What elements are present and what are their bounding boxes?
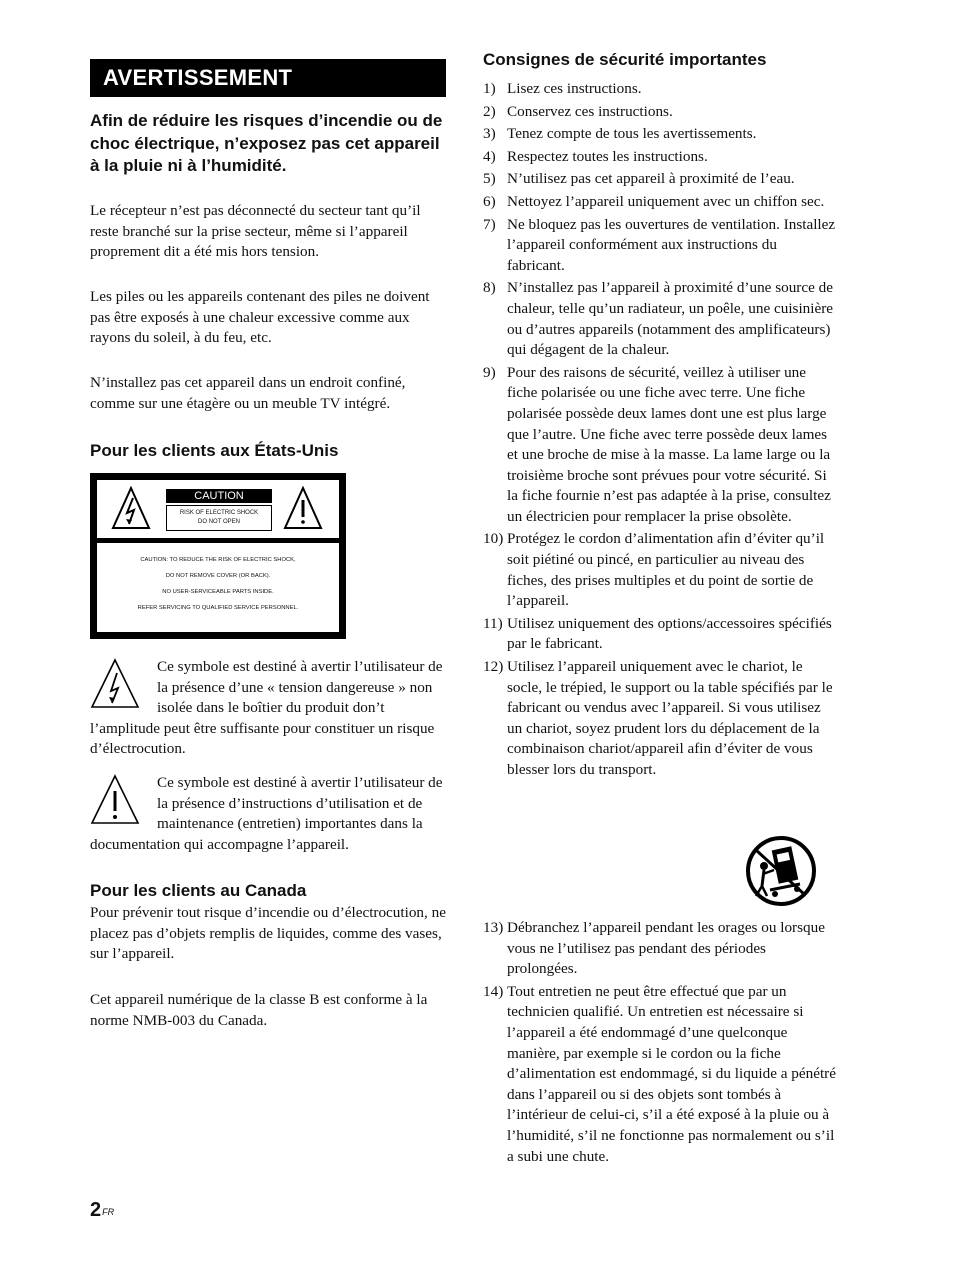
caution-line-2: DO NOT REMOVE COVER (OR BACK). — [165, 573, 271, 579]
list-item-number: 5) — [483, 170, 496, 188]
list-item — [483, 363, 838, 528]
list-item — [483, 918, 838, 980]
list-item-number: 3) — [483, 125, 496, 143]
list-item-text: Utilisez l’appareil uniquement avec le chariot, le socle, le trépied, le support ou la table spécifiés par le fabricant ou vendus avec l’appareil. Si vous utilisez un chariot, soyez prudent lors du déplacement de la combinaison chariot/appareil afin d’éviter de vous blesser lors du transport. — [507, 658, 833, 778]
list-item-text: Ne bloquez pas les ouvertures de ventilation. Installez l’appareil conformément aux instructions du fabricant. — [507, 215, 836, 274]
list-item-number: 2) — [483, 102, 496, 120]
cart-warning-icon — [742, 836, 820, 910]
caution-label-top — [97, 480, 339, 538]
list-item-text: Protégez le cordon d’alimentation afin d’éviter qu’il soit piétiné ou pincé, en particulier au niveau des fiches, des prises multiples et du point de sortie de l’appareil. — [507, 530, 825, 610]
list-item-number: 9) — [483, 363, 496, 381]
paragraph-canada-class-b: Cet appareil numérique de la classe B est conforme à la norme NMB-003 du Canada. — [90, 991, 428, 1029]
list-item — [483, 169, 838, 190]
paragraph-installation: N’installez pas cet appareil dans un endroit confiné, comme sur une étagère ou un meuble TV intégré. — [90, 374, 406, 412]
list-item-number: 6) — [483, 192, 496, 210]
lightning-triangle-icon — [90, 657, 154, 717]
paragraph-batteries: Les piles ou les appareils contenant des piles ne doivent pas être exposés à une chaleur excessive comme aux rayons du soleil, à du feu, etc. — [90, 288, 430, 347]
list-item — [483, 192, 838, 213]
safety-list — [483, 79, 838, 783]
lightning-triangle-icon — [111, 486, 151, 530]
caution-label-bottom — [97, 543, 339, 632]
list-item-number: 14) — [483, 982, 504, 1000]
list-item-text: N’utilisez pas cet appareil à proximité de l’eau. — [507, 170, 795, 188]
list-item-number: 12) — [483, 658, 504, 676]
caution-line-4: REFER SERVICING TO QUALIFIED SERVICE PERSONNEL. — [137, 605, 299, 611]
list-item-text: Tout entretien ne peut être effectué que par un technicien qualifié. Un entretien est nécessaire si l’appareil a été endommagé d’une quelconque manière, par exemple si le cordon ou la fiche d’alimentation est endommagé, si du liquide a pénétré dans l’appareil ou si des objets sont tombés à l’intérieur de celui-ci, s’il a été exposé à la pluie ou à l’humidité, s’il ne fonctionne pas normalement ou s’il a subi une chute. — [507, 982, 836, 1165]
list-item — [483, 147, 838, 168]
list-item-text: Lisez ces instructions. — [507, 80, 642, 97]
list-item-number: 4) — [483, 147, 496, 165]
list-item-number: 11) — [483, 614, 503, 632]
exclamation-triangle-icon — [283, 486, 323, 530]
list-item — [483, 982, 838, 1167]
list-item — [483, 657, 838, 781]
list-item-text: Débranchez l’appareil pendant les orages ou lorsque vous ne l’utilisez pas pendant des périodes prolongées. — [507, 919, 825, 978]
caution-sub-line-1: RISK OF ELECTRIC SHOCK — [179, 510, 259, 516]
list-item-number: 1) — [483, 80, 496, 97]
list-item-text: Respectez toutes les instructions. — [507, 147, 708, 165]
paragraph-receiver: Le récepteur n’est pas déconnecté du secteur tant qu’il reste branché sur la prise secteur, même si l’appareil proprement dit a été mis hors tension. — [90, 202, 421, 261]
symbol-exclamation-text: Ce symbole est destiné à avertir l’utilisateur de la présence d’instructions d’utilisation et de maintenance (entretien) importantes dans la documentation qui accompagne l’appareil. — [90, 774, 443, 853]
safety-list-continued — [483, 918, 838, 1169]
list-item-text: Pour des raisons de sécurité, veillez à utiliser une fiche polarisée ou une fiche avec terre. Une fiche polarisée possède deux lames dont une est plus large que l’autre. Une fiche avec terre possède deux lames et une broche de mise à la masse. La lame large ou la troisième broche sont prévues pour votre sécurité. Si la fiche fournie n’est pas adaptée à la prise, consultez un électricien pour remplacer la prise obsolète. — [507, 363, 831, 525]
paragraph-canada-liquids: Pour prévenir tout risque d’incendie ou d’électrocution, ne placez pas d’objets remplis de liquides, comme des vases, sur l’appareil. — [90, 904, 446, 963]
caution-label — [90, 473, 346, 639]
symbol-lightning-explanation — [90, 657, 446, 760]
list-item — [483, 102, 838, 123]
section-banner: AVERTISSEMENT — [90, 59, 446, 97]
caution-sub-line-2: DO NOT OPEN — [198, 519, 240, 525]
list-item — [483, 529, 838, 611]
us-heading: Pour les clients aux États-Unis — [90, 441, 339, 460]
language-code: FR — [102, 1207, 115, 1217]
symbol-exclamation-explanation — [90, 773, 446, 855]
warning-lead: Afin de réduire les risques d’incendie ou de choc électrique, n’exposez pas cet appareil à la pluie ni à l’humidité. — [90, 111, 443, 175]
list-item-number: 7) — [483, 215, 496, 233]
list-item-text: Tenez compte de tous les avertissements. — [507, 125, 757, 143]
list-item — [483, 278, 838, 360]
symbol-lightning-text: Ce symbole est destiné à avertir l’utilisateur de la présence d’une « tension dangereuse » non isolée dans le boîtier du produit don’t l’amplitude peut être suffisante pour constituer un risque d’électrocution. — [90, 658, 443, 758]
list-item — [483, 614, 838, 655]
list-item-number: 10) — [483, 530, 504, 548]
list-item-number: 13) — [483, 919, 504, 936]
list-item-text: N’installez pas l’appareil à proximité d’une source de chaleur, telle qu’un radiateur, un poêle, une cuisinière ou d’autres appareils (notamment des amplificateurs) qui dégagent de la chaleur. — [507, 279, 834, 359]
caution-title: CAUTION — [166, 489, 272, 503]
list-item — [483, 124, 838, 145]
list-item-text: Conservez ces instructions. — [507, 102, 673, 120]
list-item — [483, 215, 838, 277]
list-item-text: Nettoyez l’appareil uniquement avec un chiffon sec. — [507, 192, 825, 210]
page-number-value: 2 — [90, 1199, 102, 1221]
caution-line-1: CAUTION: TO REDUCE THE RISK OF ELECTRIC SHOCK, — [140, 557, 296, 563]
caution-subtitle — [166, 505, 272, 531]
caution-line-3: NO USER-SERVICEABLE PARTS INSIDE. — [162, 589, 274, 595]
canada-heading: Pour les clients au Canada — [90, 881, 307, 900]
page-number — [90, 1199, 114, 1221]
list-item-text: Utilisez uniquement des options/accessoires spécifiés par le fabricant. — [507, 614, 832, 653]
exclamation-triangle-icon — [90, 773, 154, 833]
safety-heading: Consignes de sécurité importantes — [483, 50, 767, 69]
list-item — [483, 79, 838, 100]
list-item-number: 8) — [483, 279, 496, 297]
